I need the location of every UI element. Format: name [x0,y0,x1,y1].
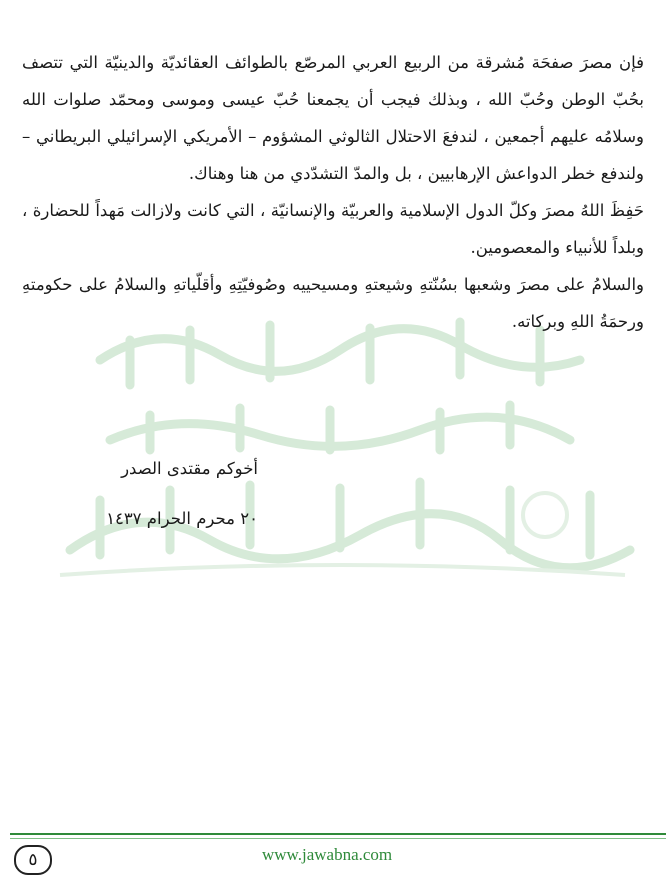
letter-body [22,44,644,340]
website-link[interactable]: www.jawabna.com [262,845,393,864]
footer-divider [10,833,666,835]
signature-name: أخوكم مقتدى الصدر [121,459,258,478]
footer-divider-thin [10,838,666,839]
signature-block [106,444,258,544]
body-paragraph: فإن مصرَ صفحَة مُشرقة من الربيع العربي المرصّع بالطوائف العقائديّة والدينيّة التي تتصف بحُبّ الوطن وحُبّ الله ، وبذلك فيجب أن يجمعنا حُبّ عيسى وموسى ومحمّد صلوات الله وسلامُه عليهم أجمعين ، لندفعَ الاحتلال الثالوثي المشؤوم – الأمريكي الإسرائيلي البريطاني – ولندفع خطر الدواعش الإرهابيين ، بل والمدّ التشدّدي من هنا وهناك. [22,53,644,183]
page-number: ٥ [14,845,52,875]
signature-date: ٢٠ محرم الحرام ١٤٣٧ [106,509,258,528]
body-paragraph: والسلامُ على مصرَ وشعبها بسُنّتهِ وشيعتهِ ومسيحييه وصُوفيّتِهِ وأقلّياتهِ والسلامُ على حكومتهِ ورحمَةُ اللهِ وبركاته. [22,275,644,331]
body-paragraph: حَفِظَ اللهُ مصرَ وكلّ الدول الإسلامية والعربيّة والإنسانيّة ، التي كانت ولازالت مَهداً للحضارة ، وبلداً للأنبياء والمعصومين. [22,201,644,257]
